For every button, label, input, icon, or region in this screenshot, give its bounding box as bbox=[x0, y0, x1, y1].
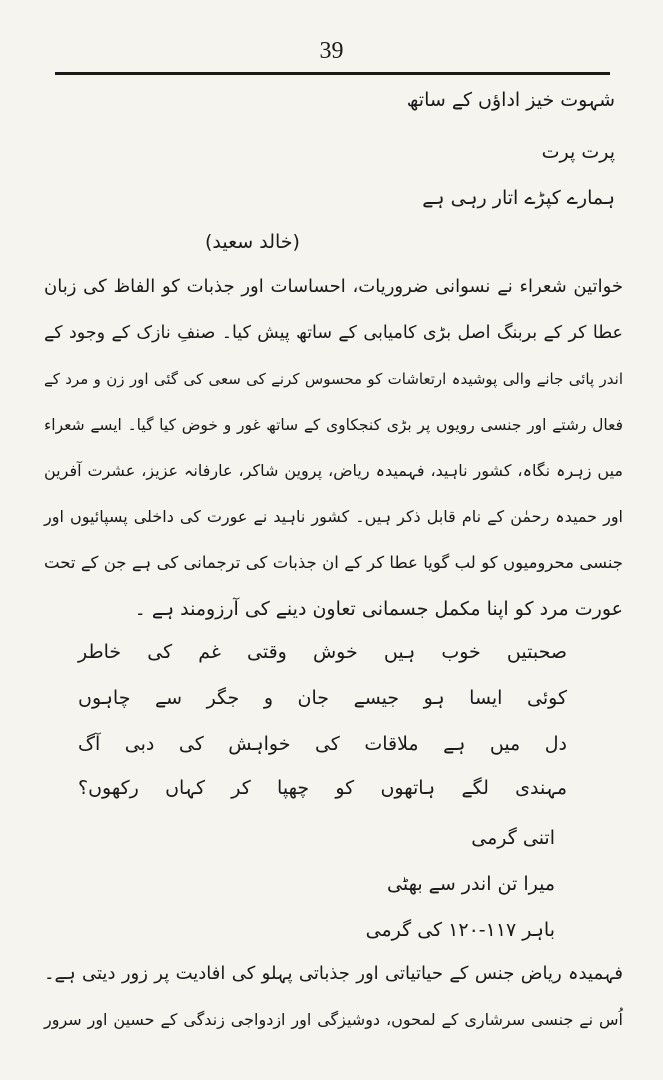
poem-line: ہمارے کپڑے اتار رہی ہے bbox=[422, 187, 615, 209]
poem-line: پرت پرت bbox=[541, 141, 615, 163]
paragraph-line: اور حمیدہ رحمٰن کے نام قابل ذکر ہیں۔ کشور ناہید نے عورت کی داخلی پسپائیوں اور bbox=[44, 507, 623, 526]
couplet-line: دل میں ہے ملاقات کی خواہش کی دبی آگ bbox=[78, 733, 567, 755]
paragraph-line: عورت مرد کو اپنا مکمل جسمانی تعاون دینے کی آرزومند ہے ۔ bbox=[134, 598, 623, 620]
paragraph-line: اُس نے جنسی سرشاری کے لمحوں، دوشیزگی اور ازدواجی زندگی کے حسین اور سرور bbox=[44, 1010, 623, 1029]
poem-line: شہوت خیز اداؤں کے ساتھ bbox=[406, 89, 615, 111]
paragraph-line: میں زہرہ نگاہ، کشور ناہید، فہمیدہ ریاض، پروین شاکر، عارفانہ عزیز، عشرت آفرین bbox=[44, 461, 623, 480]
poem-line: باہر ۱۱۷-۱۲۰ کی گرمی bbox=[365, 919, 555, 941]
page-number: 39 bbox=[319, 38, 344, 64]
paragraph-line: عطا کر کے بربنگ اصل بڑی کامیابی کے ساتھ پیش کیا۔ صنفِ نازک کے وجود کے bbox=[44, 323, 623, 343]
couplet-line: کوئی ایسا ہو جیسے جان و جگر سے چاہوں bbox=[78, 687, 567, 709]
poem-line: میرا تن اندر سے بھٹی bbox=[387, 873, 555, 895]
couplet-line: مہندی لگے ہاتھوں کو چھپا کر کہاں رکھوں؟ bbox=[78, 777, 567, 799]
paragraph-line: فہمیدہ ریاض جنس کے حیاتیاتی اور جذباتی پہلو کی افادیت پر زور دیتی ہے۔ bbox=[44, 963, 623, 984]
attribution: (خالد سعید) bbox=[205, 231, 300, 253]
poem-line: اتنی گرمی bbox=[471, 827, 555, 849]
paragraph-line: خواتین شعراء نے نسوانی ضروریات، احساسات اور جذبات کو الفاظ کی زبان bbox=[44, 276, 623, 297]
paragraph-line: جنسی محرومیوں کو لب گویا عطا کر کے ان جذبات کی ترجمانی کی ہے جن کے تحت bbox=[44, 553, 623, 572]
header-rule bbox=[55, 72, 610, 75]
couplet-line: صحبتیں خوب ہیں خوش وقتی غم کی خاطر bbox=[78, 641, 567, 663]
paragraph-line: فعال رشتے اور جنسی رویوں پر بڑی کنجکاوی کے ساتھ غور و خوض کیا گیا۔ ایسے شعراء bbox=[44, 416, 623, 434]
paragraph-line: اندر پائی جانے والی پوشیدہ ارتعاشات کو محسوس کرنے کی سعی کی گئی اور زن و مرد کے bbox=[44, 370, 623, 388]
